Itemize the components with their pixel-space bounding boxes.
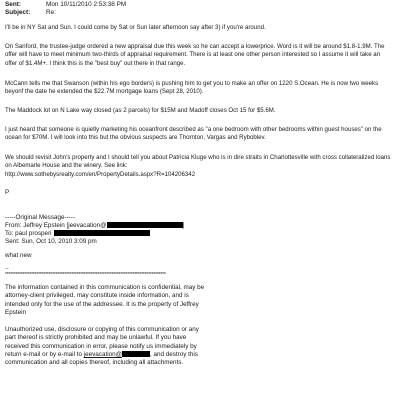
disclaimer-email-link[interactable]: jeevacation@: [83, 350, 122, 358]
paragraph-4: The Maddock lot on N Lake way closed (as 2 parcels) for $15M and Madoff closes Oct 15 for $5.6M.: [5, 107, 276, 114]
disclaimer-text-end: , and destroy this communication and all copies thereof, including all attachments.: [5, 350, 198, 367]
redaction-box: [122, 351, 150, 357]
sent-label: Sent:: [5, 1, 21, 8]
orig-sent-label: Sent:: [5, 238, 22, 245]
redaction-box: [107, 222, 183, 228]
to-value: paul prosperi: [15, 230, 52, 237]
subject-label: Subject:: [5, 9, 31, 16]
original-to: [5, 230, 150, 237]
paragraph-6: [5, 154, 391, 179]
disclaimer-part-1: The information contained in this communication is confidential, may be attorney-client privileged, may constitute inside information, and is intended only for the use of the addressee. It is the property of Jeffrey Epstein: [5, 284, 205, 316]
sent-value: Mon 10/11/2010 2:53:38 PM: [46, 1, 127, 8]
paragraph-2: On Sanford, the trustee-judge ordered a new appraisal due this week so he can accept a lowerprice. Word is it will be around $1.8-1.9M. The offer will have to meet minimum two-thirds of appraisal requirement. There is at least one other person interested so I assume it will take an offer of $1.4M+. I think this is the "best buy" out there in that range.: [5, 43, 385, 67]
signature-dashes: --: [5, 266, 9, 272]
subject-value: Re:: [46, 9, 56, 16]
paragraph-1: I'll be in NY Sat and Sun. I could come by Sat or Sun later afternoon say after 3) if you're around.: [5, 24, 266, 31]
signoff: P: [5, 189, 10, 196]
redaction-box: [54, 230, 150, 236]
original-divider: -----Original Message-----: [5, 214, 75, 221]
from-label: From:: [5, 222, 24, 229]
orig-sent-value: Sun, Oct 10, 2010 3:09 pm: [21, 238, 97, 245]
paragraph-6-text: We should revisit John's property and I should tell you about Patricia Kluge who is in dire straits in Charlottesville with cross collateralized loans on Albemarle House and the winery. See link:: [5, 154, 391, 170]
sent-header: [5, 1, 126, 8]
paragraph-3: McCann tells me that Swanson (within his ego borders) is pushing him to get you to make an offer on 1220 S.Ocean. He is now two weeks beyonf the date he extended the $22.7M mortgage loans (Sept 28, 2010).: [5, 80, 379, 96]
property-link[interactable]: http://www.sothebysrealty.com/en/PropertyDetails.aspx?R=104206342: [5, 170, 196, 178]
original-sent: [5, 238, 97, 245]
original-from: From: Jeffrey Epstein [jeevacation@ ]: [5, 222, 185, 229]
subject-header: [5, 9, 56, 16]
asterisk-divider: ********************************************************************************************: [5, 272, 166, 278]
paragraph-5: I just heard that someone is quietly marketing his oceanfront described as "a one bedroom with other bedrooms within guest houses" on the ocean for $70M. I will look into this but the obvious suspects are Thornton, Vargas and Ryboblev.: [5, 126, 382, 142]
to-label: To:: [5, 230, 16, 237]
original-body: what new: [5, 252, 32, 259]
disclaimer-text: Unauthorized use, disclosure or copying of this communication or any part thereof is strictly prohibited and may be unlawful. If you have received this communication in error, please notify us immediately by return e-mail or by e-mail to: [5, 326, 199, 358]
from-value: Jeffrey Epstein [jeevacation@: [23, 222, 107, 229]
disclaimer-part-2: [5, 326, 205, 367]
